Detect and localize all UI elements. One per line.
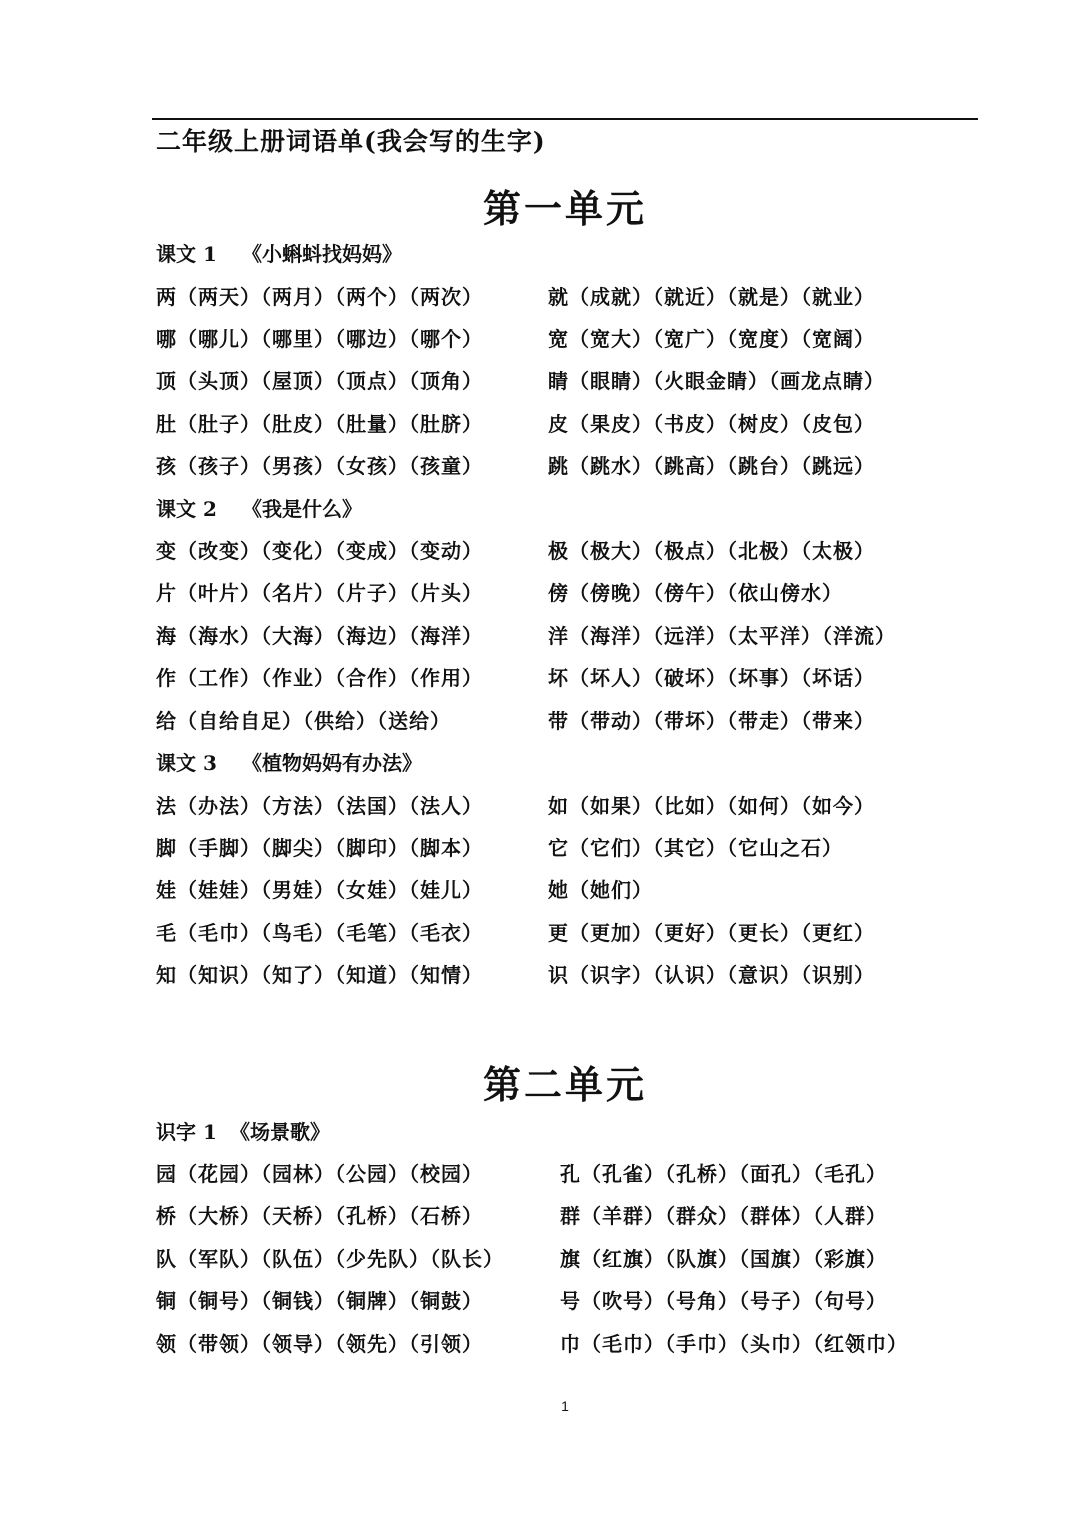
word-row (0, 1200, 1080, 1232)
word-entry: 宽（宽大）（宽广）（宽度）（宽阔） (548, 327, 875, 351)
lesson-name: 《小蝌蚪找妈妈》 (242, 242, 402, 266)
unit-2-title: 第二单元 (482, 1062, 647, 1107)
lesson-heading (156, 238, 402, 267)
lesson-label: 课文 2 (156, 497, 217, 521)
word-entry: 片（叶片）（名片）（片子）（片头） (156, 581, 483, 605)
word-row (0, 790, 1080, 822)
word-entry: 睛（眼睛）（火眼金睛）（画龙点睛） (548, 369, 885, 393)
word-entry: 哪（哪儿）（哪里）（哪边）（哪个） (156, 327, 483, 351)
word-entry: 巾（毛巾）（手巾）（头巾）（红领巾） (560, 1332, 908, 1356)
word-entry: 孔（孔雀）（孔桥）（面孔）（毛孔） (560, 1162, 887, 1186)
lesson-label: 课文 1 (156, 242, 217, 266)
word-entry: 孩（孩子）（男孩）（女孩）（孩童） (156, 454, 483, 478)
word-row (0, 1243, 1080, 1275)
word-entry: 作（工作）（作业）（合作）（作用） (156, 666, 483, 690)
word-entry: 跳（跳水）（跳高）（跳台）（跳远） (548, 454, 875, 478)
lesson-name: 《场景歌》 (230, 1120, 330, 1144)
word-row (0, 1158, 1080, 1190)
word-entry: 变（改变）（变化）（变成）（变动） (156, 539, 483, 563)
word-entry: 领（带领）（领导）（领先）（引领） (156, 1332, 483, 1356)
word-entry: 肚（肚子）（肚皮）（肚量）（肚脐） (156, 412, 483, 436)
header-rule (152, 118, 978, 120)
word-entry: 队（军队）（队伍）（少先队）（队长） (156, 1247, 504, 1271)
word-row (0, 917, 1080, 949)
word-entry: 群（羊群）（群众）（群体）（人群） (560, 1204, 887, 1228)
word-row (0, 450, 1080, 482)
word-row (0, 535, 1080, 567)
word-entry: 知（知识）（知了）（知道）（知情） (156, 963, 483, 987)
word-entry: 娃（娃娃）（男娃）（女娃）（娃儿） (156, 878, 483, 902)
word-entry: 顶（头顶）（屋顶）（顶点）（顶角） (156, 369, 483, 393)
word-entry: 皮（果皮）（书皮）（树皮）（皮包） (548, 412, 875, 436)
lesson-label: 识字 1 (156, 1120, 217, 1144)
word-row (0, 1285, 1080, 1317)
word-entry: 园（花园）（园林）（公园）（校园） (156, 1162, 483, 1186)
lesson-heading (156, 493, 362, 522)
word-row (0, 705, 1080, 737)
word-entry: 识（识字）（认识）（意识）（识别） (548, 963, 875, 987)
word-entry: 海（海水）（大海）（海边）（海洋） (156, 624, 483, 648)
word-entry: 如（如果）（比如）（如何）（如今） (548, 794, 875, 818)
word-entry: 傍（傍晚）（傍午）（依山傍水） (548, 581, 843, 605)
word-row (0, 1328, 1080, 1360)
word-entry: 就（成就）（就近）（就是）（就业） (548, 285, 875, 309)
word-row (0, 365, 1080, 397)
lesson-label: 课文 3 (156, 751, 217, 775)
word-entry: 旗（红旗）（队旗）（国旗）（彩旗） (560, 1247, 887, 1271)
word-entry: 两（两天）（两月）（两个）（两次） (156, 285, 483, 309)
word-row (0, 662, 1080, 694)
lesson-heading (156, 1116, 330, 1145)
word-entry: 毛（毛巾）（鸟毛）（毛笔）（毛衣） (156, 921, 483, 945)
unit-1-title: 第一单元 (482, 186, 647, 231)
word-row (0, 408, 1080, 440)
word-entry: 带（带动）（带坏）（带走）（带来） (548, 709, 875, 733)
word-entry: 脚（手脚）（脚尖）（脚印）（脚本） (156, 836, 483, 860)
word-entry: 号（吹号）（号角）（号子）（句号） (560, 1289, 887, 1313)
lesson-name: 《植物妈妈有办法》 (242, 751, 422, 775)
word-row (0, 620, 1080, 652)
word-entry: 给（自给自足）（供给）（送给） (156, 709, 451, 733)
word-row (0, 832, 1080, 864)
word-entry: 它（它们）（其它）（它山之石） (548, 836, 843, 860)
page-number: 1 (561, 1398, 569, 1414)
word-row (0, 959, 1080, 991)
word-row (0, 281, 1080, 313)
word-entry: 坏（坏人）（破坏）（坏事）（坏话） (548, 666, 875, 690)
word-entry: 她（她们） (548, 878, 653, 902)
word-entry: 洋（海洋）（远洋）（太平洋）（洋流） (548, 624, 896, 648)
lesson-heading (156, 747, 422, 776)
word-entry: 极（极大）（极点）（北极）（太极） (548, 539, 875, 563)
document-title: 二年级上册词语单(我会写的生字) (156, 127, 546, 156)
lesson-name: 《我是什么》 (242, 497, 362, 521)
word-entry: 桥（大桥）（天桥）（孔桥）（石桥） (156, 1204, 483, 1228)
word-row (0, 874, 1080, 906)
word-entry: 法（办法）（方法）（法国）（法人） (156, 794, 483, 818)
word-row (0, 323, 1080, 355)
word-entry: 更（更加）（更好）（更长）（更红） (548, 921, 875, 945)
word-entry: 铜（铜号）（铜钱）（铜牌）（铜鼓） (156, 1289, 483, 1313)
word-row (0, 577, 1080, 609)
